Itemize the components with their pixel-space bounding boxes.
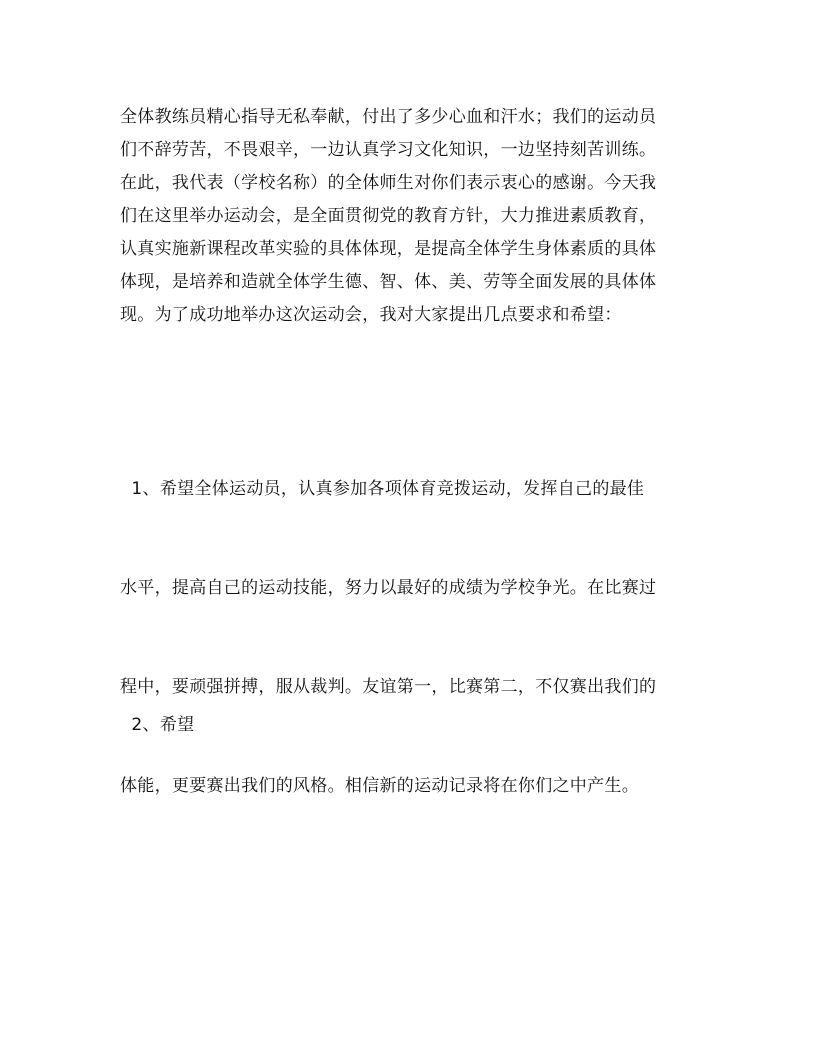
text-line: 水平，提高自己的运动技能，努力以最好的成绩为学校争光。在比赛过 xyxy=(120,578,657,598)
paragraph-item-2 xyxy=(120,643,698,808)
text-line: 认真实施新课程改革实验的具体体现，是提高全体学生身体素质的具体 xyxy=(120,239,657,259)
text-line: 1、希望全体运动员，认真参加各项体育竞拨运动，发挥自己的最佳 xyxy=(120,479,645,499)
text-line: 体现，是培养和造就全体学生德、智、体、美、劳等全面发展的具体体 xyxy=(120,272,657,292)
text-line: 在此，我代表（学校名称）的全体师生对你们表示衷心的感谢。今天我 xyxy=(120,173,657,193)
paragraph-intro xyxy=(120,101,698,332)
text-line: 们不辞劳苦，不畏艰辛，一边认真学习文化知识，一边坚持刻苦训练。 xyxy=(120,140,657,160)
text-line: 全体教练员精心指导无私奉献，付出了多少心血和汗水；我们的运动员 xyxy=(120,107,657,127)
text-line: 现。为了成功地举办这次运动会，我对大家提出几点要求和希望： xyxy=(120,305,622,325)
text-line: 体能，更要赛出我们的风格。相信新的运动记录将在你们之中产生。 xyxy=(120,776,639,796)
text-line: 2、希望 xyxy=(120,715,195,735)
text-line: 程中，要顽强拼搏，服从裁判。友谊第一，比赛第二，不仅赛出我们的 xyxy=(120,677,657,697)
text-line: 们在这里举办运动会，是全面贯彻党的教育方针，大力推进素质教育， xyxy=(120,206,657,226)
